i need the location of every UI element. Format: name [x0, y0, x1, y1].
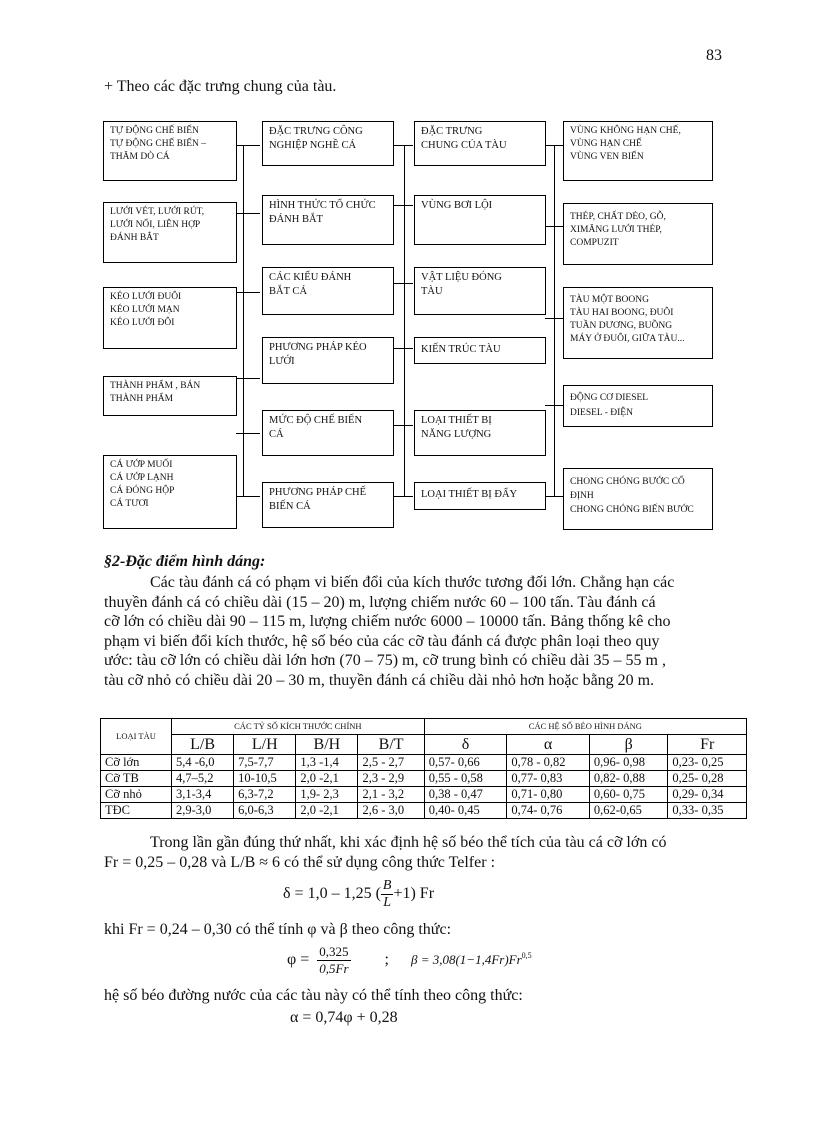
- diagram-box-fish-preservation: CÁ ƯỚP MUỐI CÁ ƯỚP LẠNH CÁ ĐÓNG HỘP CÁ TƯƠI: [103, 455, 237, 529]
- table-row: Cỡ nhỏ 3,1-3,4 6,3-7,2 1,9- 2,3 2,1 - 3,2 0,38 - 0,47 0,71- 0,80 0,60- 0,75 0,29- 0,34: [101, 787, 747, 803]
- diagram-box-navigation-zones: VÙNG KHÔNG HẠN CHẾ, VÙNG HẠN CHẾ VÙNG VEN BIỂN: [563, 121, 713, 181]
- section-title: §2-Đặc điểm hình dáng:: [104, 553, 266, 570]
- table-column-header: L/B: [172, 735, 234, 755]
- intro-line: + Theo các đặc trưng chung của tàu.: [104, 78, 337, 95]
- paragraph-1: Các tàu đánh cá có phạm vi biến đổi của kích thước tương đối lớn. Chẳng hạn các thuyền đánh cá có chiều dài (15 – 20) m, lượng chiếm nước 60 – 100 tấn. Tàu đánh cá cỡ lớn có chiều dài 90 – 115 m, lượng chiếm nước 6000 – 10000 tấn. Bảng thống kê cho phạm vi biến đổi kích thước, hệ số béo của các cỡ tàu đánh cá được phân loại theo quy ước: tàu cỡ lớn có chiều dài lớn hơn (70 – 75) m, cỡ trung bình có chiều dài 35 – 55 m , tàu cỡ nhỏ có chiều dài 20 – 30 m, thuyền đánh cá chiều dài nhỏ hơn hoặc bằng 20 m.: [104, 574, 675, 689]
- diagram-box-auto-processing: TỰ ĐỘNG CHẾ BIẾN TỰ ĐỘNG CHẾ BIẾN – THĂM DÒ CÁ: [103, 121, 237, 181]
- paragraph-2: Trong lần gần đúng thứ nhất, khi xác định hệ số béo thể tích của tàu cá cỡ lớn có Fr = 0,25 – 0,28 và L/B ≈ 6 có thể sử dụng công thức Telfer :: [104, 834, 667, 871]
- table-column-header: L/H: [234, 735, 296, 755]
- diagram-box-power-plant: LOẠI THIẾT BỊ NĂNG LƯỢNG: [414, 410, 546, 456]
- diagram-box-operating-area: VÙNG BƠI LỘI: [414, 195, 546, 245]
- alpha-formula: α = 0,74φ + 0,28: [290, 1009, 398, 1026]
- diagram-box-general-traits: ĐẶC TRƯNG CHUNG CỦA TÀU: [414, 121, 546, 166]
- table-row: Cỡ lớn 5,4 -6,0 7,5-7,7 1,3 -1,4 2,5 - 2,7 0,57- 0,66 0,78 - 0,82 0,96- 0,98 0,23- 0,25: [101, 755, 747, 771]
- diagram-box-trawling-types: KÉO LƯỚI ĐUÔI KÉO LƯỚI MẠN KÉO LƯỚI ĐÔI: [103, 287, 237, 349]
- table-header-ship-type: LOẠI TÀU: [101, 719, 172, 755]
- table-row: TĐC 2,9-3,0 6,0-6,3 2,0 -2,1 2,6 - 3,0 0,40- 0,45 0,74- 0,76 0,62-0,65 0,33- 0,35: [101, 803, 747, 819]
- table-column-header: Fr: [668, 735, 747, 755]
- diagram-box-propellers: CHONG CHÓNG BƯỚC CỐ ĐỊNH CHONG CHÓNG BIẾN BƯỚC: [563, 468, 713, 530]
- phi-beta-formula: φ = $\frac{0,325}{0,5Fr}$ ; β = 3,08(1−1,4Fr)Fr$^{0,5}$: [287, 944, 532, 976]
- connector-left: [243, 145, 244, 496]
- diagram-box-finished-products: THÀNH PHẨM , BÁN THÀNH PHẨM: [103, 376, 237, 416]
- diagram-box-hull-material: VẬT LIỆU ĐÓNG TÀU: [414, 267, 546, 315]
- phi-beta-text: khi Fr = 0,24 – 0,30 có thể tính φ và β theo công thức:: [104, 921, 452, 938]
- connector-right: [554, 145, 555, 496]
- table-column-header: β: [589, 735, 668, 755]
- diagram-box-materials: THÉP, CHẤT DẺO, GỖ, XIMĂNG LƯỚI THÉP, COMPUZIT: [563, 203, 713, 265]
- table-column-header: δ: [424, 735, 507, 755]
- diagram-box-engines: ĐỘNG CƠ DIESEL DIESEL - ĐIỆN: [563, 385, 713, 427]
- table-row: Cỡ TB 4,7–5,2 10-10,5 2,0 -2,1 2,3 - 2,9 0,55 - 0,58 0,77- 0,83 0,82- 0,88 0,25- 0,28: [101, 771, 747, 787]
- diagram-box-fishery-traits: ĐẶC TRƯNG CÔNG NGHIỆP NGHỀ CÁ: [262, 121, 394, 166]
- table-column-header: B/T: [358, 735, 424, 755]
- page-number: 83: [706, 47, 722, 64]
- diagram-box-trawl-method: PHƯƠNG PHÁP KÉO LƯỚI: [262, 337, 394, 384]
- ship-ratio-table: [100, 718, 747, 819]
- diagram-box-net-types: LƯỚI VÉT, LƯỚI RÚT, LƯỚI NỔI, LIÊN HỢP ĐÁNH BẮT: [103, 202, 237, 263]
- diagram-box-processing-level: MỨC ĐỘ CHẾ BIẾN CÁ: [262, 410, 394, 456]
- table-header-form-coefficients: CÁC HỆ SỐ BÉO HÌNH DÁNG: [424, 719, 746, 735]
- diagram-box-ship-architecture: KIẾN TRÚC TÀU: [414, 337, 546, 364]
- alpha-text: hệ số béo đường nước của các tàu này có thể tính theo công thức:: [104, 987, 523, 1004]
- connector-center: [404, 145, 405, 496]
- table-column-header: B/H: [296, 735, 358, 755]
- telfer-formula: δ = 1,0 – 1,25 ( $\frac{B}{L}$ +1) Fr: [283, 878, 435, 910]
- diagram-box-fishing-methods: CÁC KIỂU ĐÁNH BẮT CÁ: [262, 267, 394, 315]
- diagram-box-processing-method: PHƯƠNG PHÁP CHẾ BIẾN CÁ: [262, 482, 394, 528]
- diagram-box-propulsion: LOẠI THIẾT BỊ ĐẨY: [414, 482, 546, 510]
- diagram-box-deck-types: TÀU MỘT BOONG TÀU HAI BOONG, ĐUÔI TUẦN DƯƠNG, BUỒNG MÁY Ở ĐUÔI, GIỮA TÀU...: [563, 287, 713, 359]
- diagram-box-fishing-organization: HÌNH THỨC TỔ CHỨC ĐÁNH BẮT: [262, 195, 394, 245]
- table-column-header: α: [507, 735, 590, 755]
- table-header-dimension-ratios: CÁC TỶ SỐ KÍCH THƯỚC CHÍNH: [172, 719, 425, 735]
